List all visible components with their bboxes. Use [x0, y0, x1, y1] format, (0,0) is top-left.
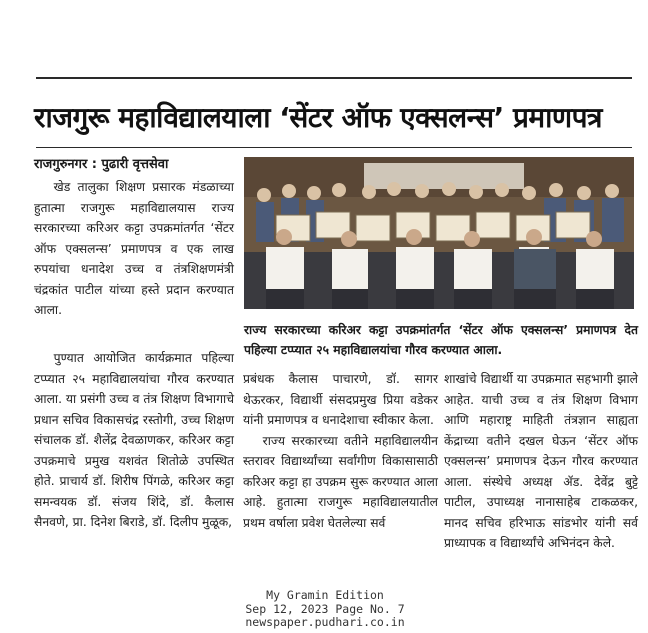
photo-illustration — [244, 157, 634, 309]
edition-footer — [200, 589, 450, 630]
source-website: newspaper.pudhari.co.in — [245, 615, 405, 629]
headline: राजगुरू महाविद्यालयाला ‘सेंटर ऑफ एक्सलन्स’ प्रमाणपत्र — [34, 101, 602, 134]
column-2 — [243, 369, 438, 533]
column-1 — [34, 348, 234, 533]
paragraph-acceptance: प्रबंधक कैलास पाचारणे, डॉ. सागर थेऊरकर, विद्यार्थी संसदप्रमुख प्रिया वडेकर यांनी प्रमाणपत्र व धनादेशाचा स्वीकार केला. — [243, 372, 438, 427]
dateline: राजगुरुनगर : पुढारी वृत्तसेवा — [34, 157, 169, 172]
edition-date-page: Sep 12, 2023 Page No. 7 — [245, 601, 405, 616]
photo-caption: राज्य सरकारच्या करिअर कट्टा उपक्रमांतर्गत ‘सेंटर ऑफ एक्सलन्स’ प्रमाणपत्र देत पहिल्या टप्प्यात २५ महाविद्यालयांचा गौरव करण्यात आला. — [244, 323, 638, 357]
column-1-intro — [34, 177, 234, 321]
paragraph-initiative: राज्य सरकारच्या वतीने महाविद्यालयीन स्तरावर विद्यार्थ्यांच्या सर्वांगीण विकासासाठी करिअर कट्टा हा उपक्रम सुरू करण्यात आला आहे. हुतात्मा राजगुरू महाविद्यालयातील प्रथम वर्षाला प्रवेश घेतलेल्या सर्व — [243, 433, 438, 530]
paragraph-felicitation: शाखांचे विद्यार्थी या उपक्रमात सहभागी झाले आहेत. याची उच्च व तंत्र शिक्षण विभाग आणि महाराष्ट्र माहिती तंत्रज्ञान साह्यता केंद्राच्या वतीने दखल घेऊन ‘सेंटर ऑफ एक्सलन्स’ प्रमाणपत्र देऊन गौरव करण्यात आला. संस्थेचे अध्यक्ष ॲड. देवेंद्र बुट्टे पाटील, उपाध्यक्ष नानासाहेब टाकळकर, मानद सचिव हरिभाऊ सांडभोर यांनी सर्व प्राध्यापक व विद्यार्थ्यांचे अभिनंदन केले. — [444, 372, 638, 550]
edition-name: My Gramin Edition — [266, 588, 384, 602]
column-3 — [444, 369, 638, 554]
headline-rule — [36, 147, 632, 148]
news-photo — [244, 157, 634, 309]
paragraph-intro: खेड तालुका शिक्षण प्रसारक मंडळाच्या हुतात्मा राजगुरू महाविद्यालयास राज्य सरकारच्या करिअर कट्टा उपक्रमांतर्गत ‘सेंटर ऑफ एक्सलन्स’ प्रमाणपत्र व एक लाख रुपयांचा धनादेश उच्च व तंत्रशिक्षणमंत्री चंद्रकांत पाटील यांच्या हस्ते प्रदान करण्यात आला. — [34, 180, 234, 317]
paragraph-event: पुण्यात आयोजित कार्यक्रमात पहिल्या टप्प्यात २५ महाविद्यालयांचा गौरव करण्यात आला. या प्रसंगी उच्च व तंत्र शिक्षण विभागाचे प्रधान सचिव विकासचंद्र रस्तोगी, उच्च शिक्षण संचालक डॉ. शैलेंद्र देवळाणकर, करिअर कट्टा उपक्रमाचे प्रमुख यशवंत शितोळे उपस्थित होते. प्राचार्य डॉ. शिरीष पिंगळे, करिअर कट्टा समन्वयक डॉ. संजय शिंदे, डॉ. कैलास सैनवणे, प्रा. दिनेश बिराडे, डॉ. दिलीप मुळूक, — [34, 351, 234, 529]
top-rule — [36, 77, 632, 79]
